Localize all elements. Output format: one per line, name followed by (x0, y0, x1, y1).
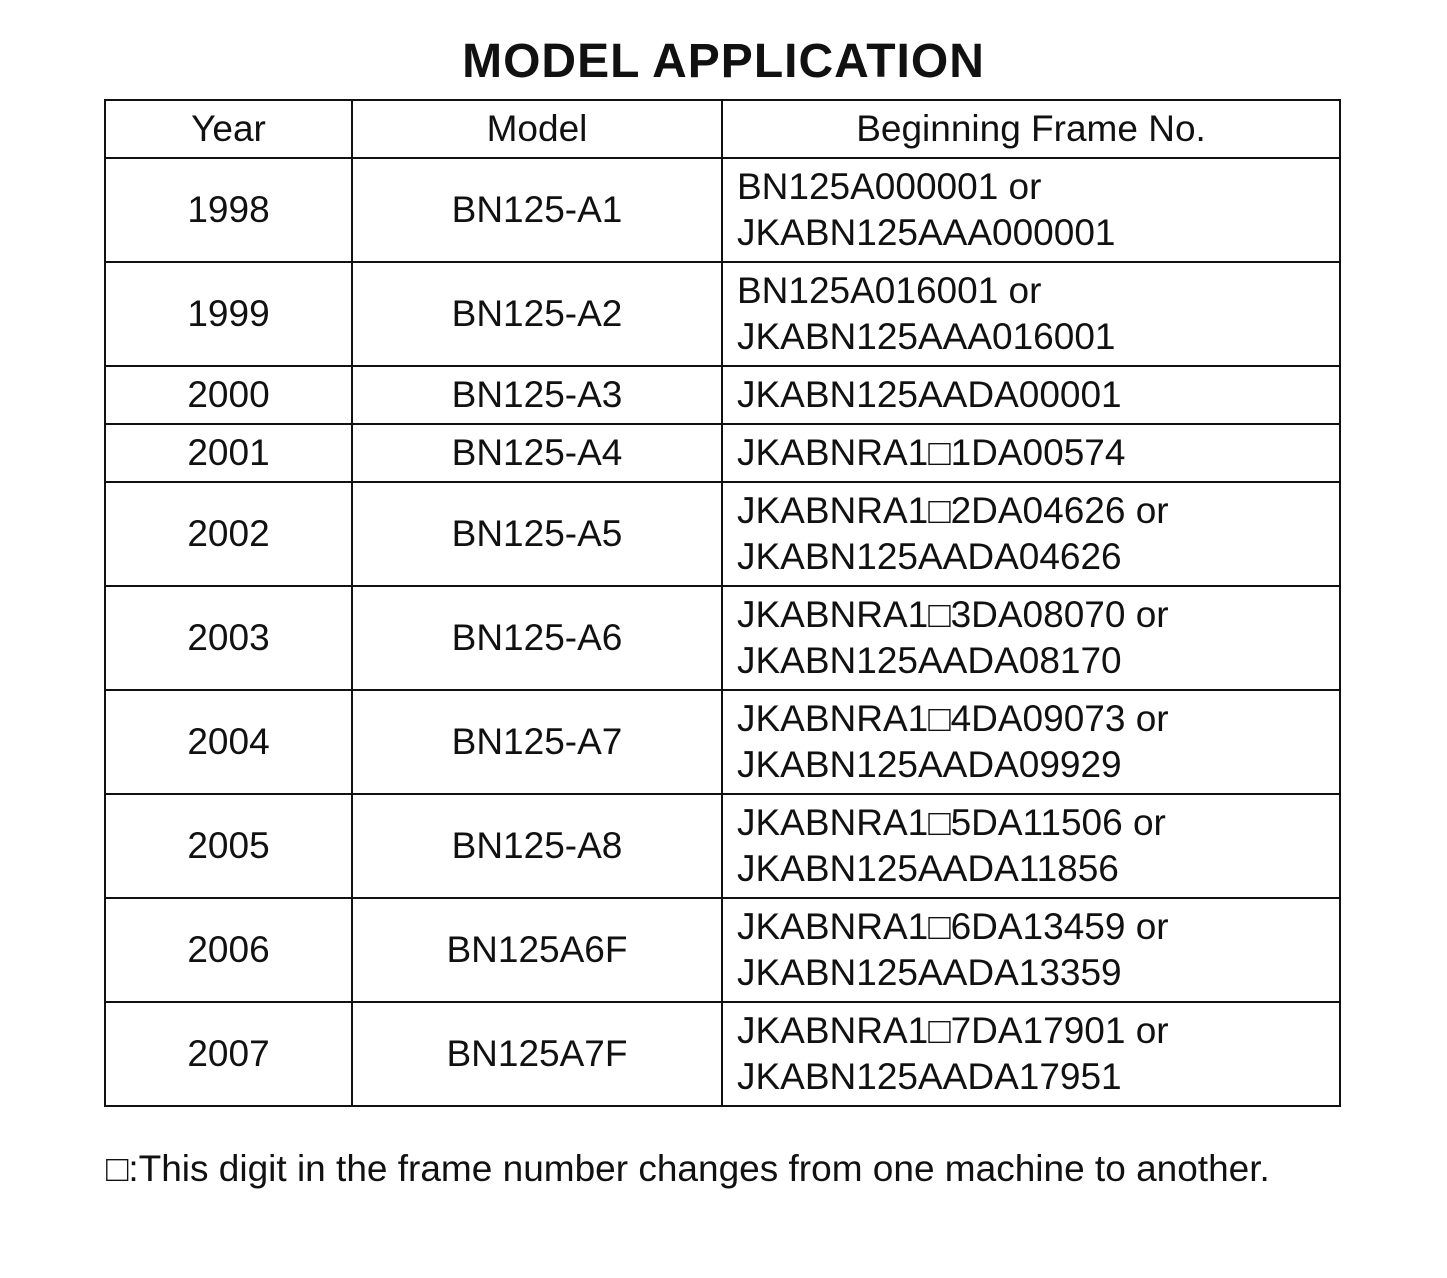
footnote: □:This digit in the frame number changes from one machine to another. (106, 1148, 1270, 1189)
frame-number-line: JKABNRA1□5DA11506 or (737, 802, 1166, 843)
cell-model: BN125-A5 (352, 482, 722, 586)
frame-number-line: JKABN125AADA09929 (737, 744, 1122, 785)
cell-year: 1998 (105, 158, 352, 262)
table-header-row (105, 100, 1340, 158)
page-title: MODEL APPLICATION (462, 35, 985, 88)
cell-year: 1999 (105, 262, 352, 366)
header-year: Year (105, 100, 352, 158)
frame-number-line: BN125A000001 or (737, 166, 1042, 207)
cell-year: 2003 (105, 586, 352, 690)
frame-number-line: JKABN125AAA016001 (737, 316, 1116, 357)
cell-frame-number (722, 366, 1340, 424)
frame-number-line: JKABN125AADA00001 (737, 374, 1122, 415)
frame-number-line: JKABNRA1□4DA09073 or (737, 698, 1169, 739)
table-row (105, 586, 1340, 690)
cell-year: 2000 (105, 366, 352, 424)
model-application-table (104, 99, 1341, 1107)
cell-frame-number (722, 1002, 1340, 1106)
cell-model: BN125-A6 (352, 586, 722, 690)
cell-model: BN125-A2 (352, 262, 722, 366)
table-row (105, 158, 1340, 262)
cell-year: 2005 (105, 794, 352, 898)
cell-year: 2006 (105, 898, 352, 1002)
table-row (105, 262, 1340, 366)
cell-frame-number (722, 898, 1340, 1002)
frame-number-line: JKABN125AADA08170 (737, 640, 1122, 681)
frame-number-line: JKABNRA1□6DA13459 or (737, 906, 1169, 947)
table-row (105, 424, 1340, 482)
cell-model: BN125A6F (352, 898, 722, 1002)
frame-number-line: JKABN125AADA17951 (737, 1056, 1122, 1097)
header-frame: Beginning Frame No. (722, 100, 1340, 158)
frame-number-line: JKABN125AAA000001 (737, 212, 1116, 253)
frame-number-line: JKABNRA1□1DA00574 (737, 432, 1126, 473)
table-row (105, 690, 1340, 794)
cell-model: BN125-A1 (352, 158, 722, 262)
cell-frame-number (722, 262, 1340, 366)
frame-number-line: JKABNRA1□2DA04626 or (737, 490, 1169, 531)
cell-year: 2007 (105, 1002, 352, 1106)
cell-frame-number (722, 586, 1340, 690)
frame-number-line: BN125A016001 or (737, 270, 1042, 311)
cell-year: 2001 (105, 424, 352, 482)
frame-number-line: JKABNRA1□7DA17901 or (737, 1010, 1169, 1051)
cell-frame-number (722, 424, 1340, 482)
cell-frame-number (722, 690, 1340, 794)
table-body (105, 158, 1340, 1106)
cell-frame-number (722, 794, 1340, 898)
frame-number-line: JKABN125AADA13359 (737, 952, 1122, 993)
cell-year: 2004 (105, 690, 352, 794)
cell-frame-number (722, 158, 1340, 262)
frame-number-line: JKABN125AADA04626 (737, 536, 1122, 577)
table-row (105, 898, 1340, 1002)
cell-model: BN125-A3 (352, 366, 722, 424)
table-row (105, 482, 1340, 586)
table-row (105, 1002, 1340, 1106)
cell-model: BN125A7F (352, 1002, 722, 1106)
frame-number-line: JKABNRA1□3DA08070 or (737, 594, 1169, 635)
header-model: Model (352, 100, 722, 158)
frame-number-line: JKABN125AADA11856 (737, 848, 1119, 889)
cell-model: BN125-A7 (352, 690, 722, 794)
cell-year: 2002 (105, 482, 352, 586)
cell-model: BN125-A4 (352, 424, 722, 482)
cell-model: BN125-A8 (352, 794, 722, 898)
table-row (105, 794, 1340, 898)
table-row (105, 366, 1340, 424)
cell-frame-number (722, 482, 1340, 586)
